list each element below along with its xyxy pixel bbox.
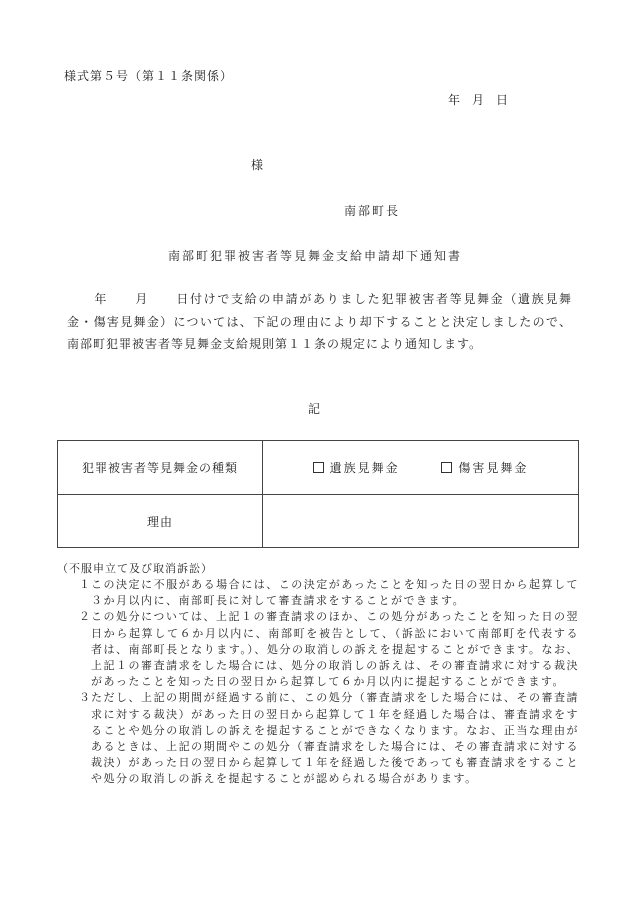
notice-item-text: この決定に不服がある場合には、この決定があったことを知った日の翌日から起算して３か月以内に、南部町長に対して審査請求をすることができます。 [91,578,579,608]
document-title: 南部町犯罪被害者等見舞金支給申請却下通知書 [167,249,462,263]
option-bereaved-label: 遺族見舞金 [329,461,400,475]
addressee-suffix: 様 [251,158,264,172]
table-row [58,441,579,495]
type-label: 犯罪被害者等見舞金の種類 [58,441,263,495]
notice-item-text: この処分については、上記１の審査請求のほか、この処分があったことを知った日の翌日から起算して６か月以内に、南部町を被告として、（訴訟において南部町を代表する者は、南部町長となります。）、処分の取消しの訴えを提起することができます。なお、上記１の審査請求をした場合には、処分の取消しの訴えは、その審査請求に対する裁決があったことを知った日の翌日から起算して６か月以内に提起することができます。 [91,610,579,689]
notice-item [57,690,579,787]
ki-heading: 記 [308,402,321,416]
body-paragraph: 年 月 日付けで支給の申請がありました犯罪被害者等見舞金（遺族見舞金・傷害見舞金）については、下記の理由により却下することと決定しましたので、南部町犯罪被害者等見舞金支給規則第１１条の規定により通知します。 [67,292,572,351]
type-options [263,441,579,495]
notice-item [57,577,579,609]
option-injury-label: 傷害見舞金 [458,461,529,475]
notice-item-number: ３ [79,691,92,705]
notice-item-text: ただし、上記の期間が経過する前に、この処分（審査請求をした場合には、その審査請求に対する裁決）があった日の翌日から起算して１年を経過した場合は、審査請求をすることや処分の取消しの訴えを提起することができなくなります。なお、正当な理由があるときは、上記の期間やこの処分（審査請求をした場合には、その審査請求に対する裁決）があった日の翌日から起算して１年を経過した後であっても審査請求をすることや処分の取消しの訴えを提起することが認められる場合があります。 [91,691,579,786]
issuer-name: 南部町長 [344,204,401,218]
notice-item-number: １ [79,578,92,591]
notice-item-number: ２ [79,610,92,624]
notice-item [57,609,579,690]
checkbox-icon[interactable] [441,462,452,473]
appeal-notice [57,561,579,788]
date-line: 年 月 日 [448,93,509,107]
checkbox-icon[interactable] [313,462,324,473]
detail-table [57,440,579,548]
table-row [58,495,579,548]
notice-title: （不服申立て及び取消訴訟） [57,562,213,575]
form-number: 様式第５号（第１１条関係） [64,69,234,83]
reason-value [263,495,579,548]
reason-label: 理由 [58,495,263,548]
